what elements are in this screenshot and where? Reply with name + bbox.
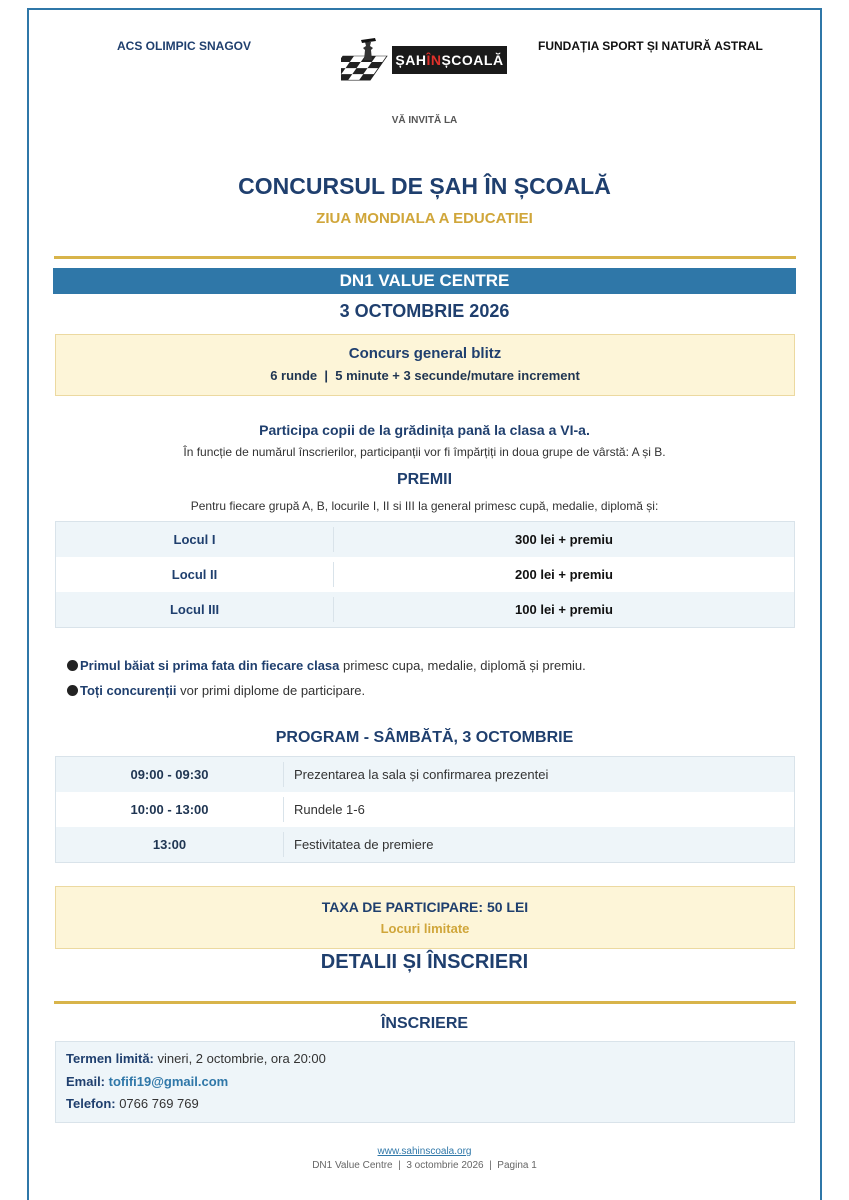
logo xyxy=(341,36,507,82)
phone-label: Telefon: xyxy=(66,1096,116,1111)
table-row xyxy=(56,557,794,592)
footer-meta: DN1 Value Centre | 3 octombrie 2026 | Pagina 1 xyxy=(312,1160,537,1171)
org-right: FUNDAȚIA SPORT ȘI NATURĂ ASTRAL xyxy=(538,39,763,53)
fee-box xyxy=(55,886,795,949)
prize-amount: 300 lei + premiu xyxy=(515,532,613,547)
program-activity: Prezentarea la sala și confirmarea prezentei xyxy=(294,767,549,782)
program-time: 09:00 - 09:30 xyxy=(56,762,284,787)
prize-amount: 200 lei + premiu xyxy=(515,567,613,582)
fee-note: Locuri limitate xyxy=(380,921,470,936)
email-link[interactable]: tofifi19@gmail.com xyxy=(108,1073,229,1089)
participants-text: Participa copii de la grădinița pană la clasa a VI-a. xyxy=(259,422,590,438)
table-row xyxy=(56,827,794,862)
fee-title: TAXA DE PARTICIPARE: 50 LEI xyxy=(321,899,529,915)
venue-bar: DN1 VALUE CENTRE xyxy=(53,268,796,294)
blitz-details: 6 runde | 5 minute + 3 secunde/mutare increment xyxy=(270,368,580,383)
list-item xyxy=(67,653,586,678)
table-row xyxy=(56,757,794,792)
sub-title: ZIUA MONDIALA A EDUCATIEI xyxy=(316,210,533,227)
bullet-list xyxy=(67,653,586,703)
prize-amount: 100 lei + premiu xyxy=(515,602,613,617)
main-title: CONCURSUL DE ȘAH ÎN ȘCOALĂ xyxy=(238,173,611,199)
list-item xyxy=(67,678,586,703)
divider xyxy=(54,256,796,259)
event-date: 3 OCTOMBRIE 2026 xyxy=(339,301,510,321)
prize-place: Locul II xyxy=(56,562,334,587)
bullet-bold: Primul băiat si prima fata din fiecare clasa xyxy=(80,658,340,673)
groups-note: În funcție de numărul înscrierilor, participanții vor fi împărțiți in doua grupe de vârstă: A și B. xyxy=(183,445,666,459)
prizes-title: PREMII xyxy=(396,471,453,488)
chess-board-icon xyxy=(341,36,393,82)
blitz-box xyxy=(55,334,795,396)
bullet-icon xyxy=(67,685,78,696)
bullet-text: primesc cupa, medalie, diplomă și premiu. xyxy=(339,658,586,673)
program-title: PROGRAM - SÂMBĂTĂ, 3 OCTOMBRIE xyxy=(275,729,574,746)
details-title: DETALII ȘI ÎNSCRIERI xyxy=(320,951,529,973)
divider xyxy=(54,1001,796,1004)
table-row xyxy=(56,792,794,827)
deadline-value: vineri, 2 octombrie, ora 20:00 xyxy=(153,1051,326,1066)
header xyxy=(0,36,849,86)
deadline-label: Termen limită: xyxy=(66,1051,154,1066)
prizes-description: Pentru fiecare grupă A, B, locurile I, II si III la general primesc cupă, medalie, diplomă și: xyxy=(190,499,659,513)
email-line xyxy=(66,1074,794,1097)
phone-line xyxy=(66,1096,794,1119)
blitz-title: Concurs general blitz xyxy=(348,345,502,362)
program-activity: Festivitatea de premiere xyxy=(294,837,434,852)
program-time: 10:00 - 13:00 xyxy=(56,797,284,822)
program-table xyxy=(55,756,795,863)
deadline-line xyxy=(66,1051,794,1074)
bullet-bold: Toți concurenții xyxy=(80,683,177,698)
program-activity: Rundele 1-6 xyxy=(294,802,365,817)
bullet-icon xyxy=(67,660,78,671)
invite-text: VĂ INVITĂ LA xyxy=(391,115,458,126)
prize-place: Locul III xyxy=(56,597,334,622)
contact-box xyxy=(55,1041,795,1123)
bullet-text: vor primi diplome de participare. xyxy=(176,683,366,698)
email-label: Email: xyxy=(66,1073,106,1089)
prize-place: Locul I xyxy=(56,527,334,552)
logo-text: ȘAH ÎN ȘCOALĂ xyxy=(392,46,507,74)
website-link[interactable]: www.sahinscoala.org xyxy=(377,1146,472,1157)
prizes-table xyxy=(55,521,795,628)
program-time: 13:00 xyxy=(56,832,284,857)
table-row xyxy=(56,592,794,627)
table-row xyxy=(56,522,794,557)
org-left: ACS OLIMPIC SNAGOV xyxy=(117,39,252,53)
registration-title: ÎNSCRIERE xyxy=(380,1015,469,1032)
phone-value: 0766 769 769 xyxy=(115,1096,199,1111)
